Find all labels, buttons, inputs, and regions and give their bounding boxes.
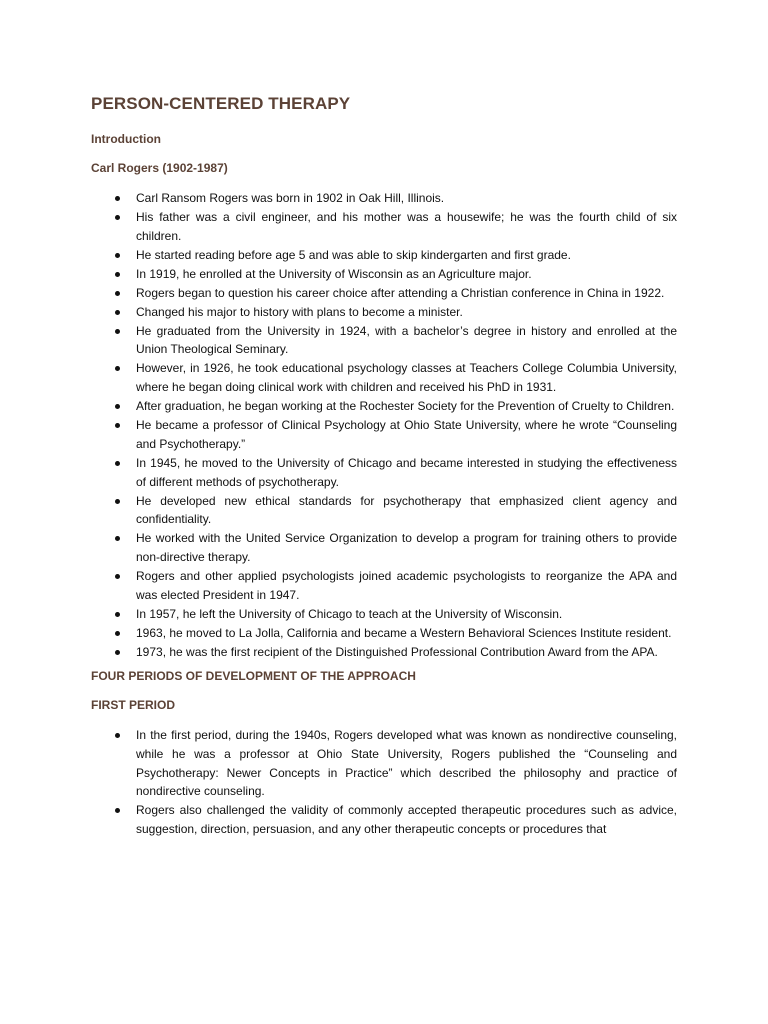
list-item [91, 492, 677, 529]
bullet-dot-icon [115, 631, 120, 636]
list-item-text: Rogers also challenged the validity of commonly accepted therapeutic procedures such as advice, suggestion, direction, persuasion, and any other therapeutic concepts or procedures that [136, 803, 677, 837]
list-item-text: In the first period, during the 1940s, Rogers developed what was known as nondirective counseling, while he was a professor at Ohio State University, Rogers published the “Counseling and Psychotherapy: Newer Concepts in Practice” which described the philosophy and practice of nondirective counseling. [136, 728, 677, 799]
bullet-dot-icon [115, 536, 120, 541]
list-item [91, 801, 677, 838]
bullet-dot-icon [115, 574, 120, 579]
first-period-heading: FIRST PERIOD [91, 698, 176, 713]
introduction-heading: Introduction [91, 132, 161, 146]
list-item [91, 726, 677, 801]
bullet-dot-icon [115, 253, 120, 258]
bullet-dot-icon [115, 499, 120, 504]
bullet-dot-icon [115, 215, 120, 220]
list-item-text: He became a professor of Clinical Psychology at Ohio State University, where he wrote “Counseling and Psychotherapy.” [136, 418, 677, 451]
list-item-text: In 1957, he left the University of Chicago to teach at the University of Wisconsin. [136, 606, 563, 621]
bullet-dot-icon [115, 196, 120, 201]
list-item-text: 1973, he was the first recipient of the Distinguished Professional Contribution Award from the APA. [136, 644, 658, 659]
bullet-dot-icon [115, 808, 120, 813]
list-item [91, 397, 677, 416]
list-item [91, 643, 677, 662]
list-item-text: In 1919, he enrolled at the University of Wisconsin as an Agriculture major. [136, 266, 532, 281]
list-item [91, 605, 677, 624]
rogers-bullet-list [91, 189, 677, 661]
list-item-text: Carl Ransom Rogers was born in 1902 in Oak Hill, Illinois. [136, 191, 445, 205]
list-item-text: Rogers began to question his career choice after attending a Christian conference in China in 1922. [136, 285, 665, 300]
list-item [91, 624, 677, 643]
list-item-text: His father was a civil engineer, and his mother was a housewife; he was the fourth child of six children. [136, 210, 677, 243]
list-item [91, 189, 677, 208]
list-item-text: After graduation, he began working at the Rochester Society for the Prevention of Cruelty to Children. [136, 399, 675, 414]
list-item-text: He started reading before age 5 and was able to skip kindergarten and first grade. [136, 247, 571, 262]
list-item [91, 246, 677, 265]
list-item [91, 454, 677, 491]
list-item [91, 416, 677, 453]
list-item-text: In 1945, he moved to the University of Chicago and became interested in studying the effectiveness of different methods of psychotherapy. [136, 455, 677, 489]
bullet-dot-icon [115, 650, 120, 655]
list-item-text: He developed new ethical standards for psychotherapy that emphasized client agency and confidentiality. [136, 493, 677, 527]
bullet-dot-icon [115, 291, 120, 296]
first-period-bullet-list [91, 726, 677, 839]
list-item-text: However, in 1926, he took educational psychology classes at Teachers College Columbia University, where he began doing clinical work with children and received his PhD in 1931. [136, 361, 677, 395]
list-item-text: He graduated from the University in 1924, with a bachelor’s degree in history and enrolled at the Union Theological Seminary. [136, 323, 677, 357]
list-item-text: He worked with the United Service Organization to develop a program for training others to provide non-directive therapy. [136, 531, 677, 564]
bullet-dot-icon [115, 612, 120, 617]
four-periods-heading: FOUR PERIODS OF DEVELOPMENT OF THE APPROACH [91, 669, 416, 684]
bullet-dot-icon [115, 366, 120, 371]
list-item-text: 1963, he moved to La Jolla, California and became a Western Behavioral Sciences Institute resident. [136, 625, 672, 640]
document-title: PERSON-CENTERED THERAPY [91, 94, 351, 113]
list-item [91, 359, 677, 396]
list-item [91, 265, 677, 284]
list-item-text: Changed his major to history with plans to become a minister. [136, 304, 463, 319]
list-item [91, 567, 677, 604]
list-item [91, 322, 677, 359]
rogers-heading: Carl Rogers (1902-1987) [91, 161, 228, 175]
bullet-dot-icon [115, 272, 120, 277]
bullet-dot-icon [115, 461, 120, 466]
bullet-dot-icon [115, 329, 120, 334]
list-item [91, 529, 677, 566]
list-item [91, 208, 677, 245]
bullet-dot-icon [115, 733, 120, 738]
bullet-dot-icon [115, 423, 120, 428]
list-item-text: Rogers and other applied psychologists joined academic psychologists to reorganize the APA and was elected President in 1947. [136, 568, 677, 602]
bullet-dot-icon [115, 310, 120, 315]
list-item [91, 303, 677, 322]
list-item [91, 284, 677, 303]
bullet-dot-icon [115, 404, 120, 409]
